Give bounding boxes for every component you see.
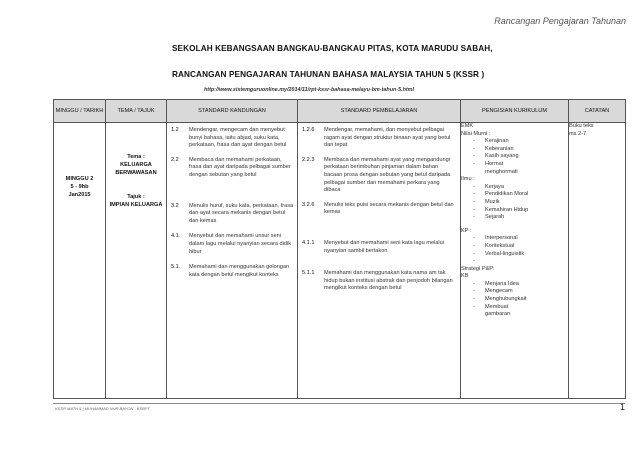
tajuk-label: Tajuk :: [127, 194, 145, 200]
list-item: - Verbal-linguistik: [473, 250, 525, 257]
week-label: MINGGU 2: [65, 176, 94, 182]
sk-item-text: Menyebut dan memahami unsur seni dalam lagu melalui nyanyian secara didik hibur: [189, 233, 291, 255]
list-item: - Menghubungkait: [473, 296, 527, 303]
sp-item-text: Mendengar, memahami, dan menyebut pelbagai ragam ayat dengan struktur binaan ayat yang betul dan tepat: [324, 127, 451, 149]
cell-tema: [106, 123, 167, 399]
ilmu-label: Ilmu :: [461, 176, 475, 183]
kp-label: KP :: [461, 227, 472, 234]
catatan-line2: ms 2-7: [569, 130, 587, 137]
nilai-murni-label: Nilai Murni :: [461, 130, 491, 137]
header-standard-kandungan: STANDARD KANDUNGAN: [167, 100, 298, 123]
sp-item: [298, 150, 460, 195]
list-item: menghormati: [485, 168, 518, 175]
lesson-plan-table: [53, 99, 626, 399]
list-item: - Kerajinan: [473, 138, 509, 145]
list-item: - Interpersonal: [473, 235, 518, 242]
tajuk-value: IMPIAN KELUARGA: [109, 202, 163, 208]
list-item: - Sejarah: [473, 214, 505, 221]
sk-item-number: 2.2: [171, 156, 179, 163]
source-url[interactable]: http://www.sistemguruonline.my/2014/11/rpt-kssr-bahasa-melayu-bm-tahun-5.html: [204, 87, 414, 93]
header-minggu: MINGGU / TARIKH: [54, 100, 106, 123]
tema-value-line2: BERWAWASAN: [115, 170, 157, 176]
week-date-range: 5 - 9hb: [70, 184, 89, 190]
sp-item-text: Menulis teks puisi secara mekanis dengan betul dan kemas: [324, 201, 454, 216]
strategi-label: Strategi P&P:: [461, 265, 495, 272]
header-catatan: CATATAN: [569, 100, 626, 123]
list-item: - Keberanian: [473, 145, 514, 152]
tema-value-line1: KELUARGA: [120, 162, 152, 168]
cell-minggu: [54, 123, 106, 399]
sk-item: [167, 256, 297, 279]
school-name: SEKOLAH KEBANGSAAN BANGKAU-BANGKAU PITAS, KOTA MARUDU SABAH,: [172, 44, 493, 53]
list-item: - Pendidikan Moral: [473, 191, 529, 198]
sk-item-number: 4.1.: [171, 233, 181, 240]
kb-label: KB: [461, 273, 469, 280]
sp-item-number: 2.2.3: [302, 156, 315, 163]
header-standard-pembelajaran: STANDARD PEMBELAJARAN: [298, 100, 461, 123]
sp-item-number: 4.1.1: [302, 239, 315, 246]
sp-item-number: 3.2.6: [302, 201, 315, 208]
sk-item-number: 5.1.: [171, 264, 181, 271]
sp-item: [298, 255, 460, 293]
sk-item-text: Membaca dan memahami perkataan, frasa dan ayat daripada pelbagai sumber dengan sebutan yang betul: [189, 156, 291, 178]
week-date-year: Jan2015: [68, 192, 91, 198]
footer-divider: [53, 403, 625, 404]
list-item: - Kemahiran Hidup: [473, 206, 529, 213]
list-item: - Muzik: [473, 198, 500, 205]
sp-item: [298, 123, 460, 150]
list-item: - Hormat: [473, 160, 504, 167]
sk-item-text: Menulis huruf, suku kata, perkataan, frasa dan ayat secara mekanis dengan betul dan kemas: [189, 202, 294, 224]
list-item: gambaran: [485, 311, 511, 318]
list-item: - Menjana Idea: [473, 280, 519, 287]
sk-item: [167, 150, 297, 180]
sk-item: [167, 123, 297, 150]
sp-item-text: Menyebut dan memahami seni kata lagu melalui nyanyian sambil bertakon: [324, 239, 445, 254]
list-item: - Membuat: [473, 303, 509, 310]
cell-standard-kandungan: [167, 123, 298, 399]
sp-item: [298, 217, 460, 255]
sk-item-text: Mendengar, mengecam dan menyebut bunyi bahasa, iaitu abjad, suku kata, perkataan, frasa dan ayat dengan betul: [189, 127, 287, 149]
plan-title: RANCANGAN PENGAJARAN TAHUNAN BAHASA MALAYSIA TAHUN 5 (KSSR ): [172, 70, 485, 79]
cell-catatan: [569, 123, 626, 399]
list-item: - Kasih sayang: [473, 153, 519, 160]
sk-item-number: 1.2: [171, 127, 179, 133]
list-item: - Mengecam: [473, 288, 513, 295]
emk-label: EMK: [461, 123, 474, 129]
header-tema: TEMA / TAJUK: [106, 100, 167, 123]
list-item: - Kerjaya: [473, 183, 504, 190]
sp-item-number: 1.2.6: [302, 127, 315, 133]
tema-label: Tema :: [127, 154, 145, 160]
page-number: 1: [619, 402, 625, 412]
sp-item-text: Memahami dan menggunakan kata nama am tak hidup bukan institusi abstrak dan penjodoh bilangan mengikut konteks dengan betul: [324, 270, 453, 292]
sk-item: [167, 180, 297, 226]
sp-item-text: Membaca dan memahami ayat yang mengandungi perkataan berimbuhan pinjaman dalam bahan bacaan prosa dengan sebutan yang betul daripada pelbagai sumber dan memahami perkara yang dibaca: [324, 156, 451, 194]
table-row: [54, 123, 626, 399]
table-header-row: [54, 100, 626, 123]
header-pengisian-kurikulum: PENGISIAN KURIKULUM: [461, 100, 569, 123]
footer-label: KSSR MATH 5 | MUHAMMAD NUR BAYON - BSBPT: [55, 406, 150, 411]
sp-item-number: 5.1.1: [302, 270, 315, 277]
sk-item-text: Memahami dan menggunakan golongan kata dengan betul mengikut konteks: [189, 264, 290, 278]
cell-pengisian-kurikulum: [461, 123, 569, 399]
document-header-label: Rancangan Pengajaran Tahunan: [494, 16, 626, 26]
sk-item-number: 3.2: [171, 202, 179, 209]
catatan-line1: Buku teks: [569, 123, 594, 129]
list-item: - Kontekstual: [473, 242, 515, 249]
sk-item: [167, 225, 297, 256]
cell-standard-pembelajaran: [298, 123, 461, 399]
sp-item: [298, 195, 460, 217]
list-item: -: [473, 258, 475, 265]
